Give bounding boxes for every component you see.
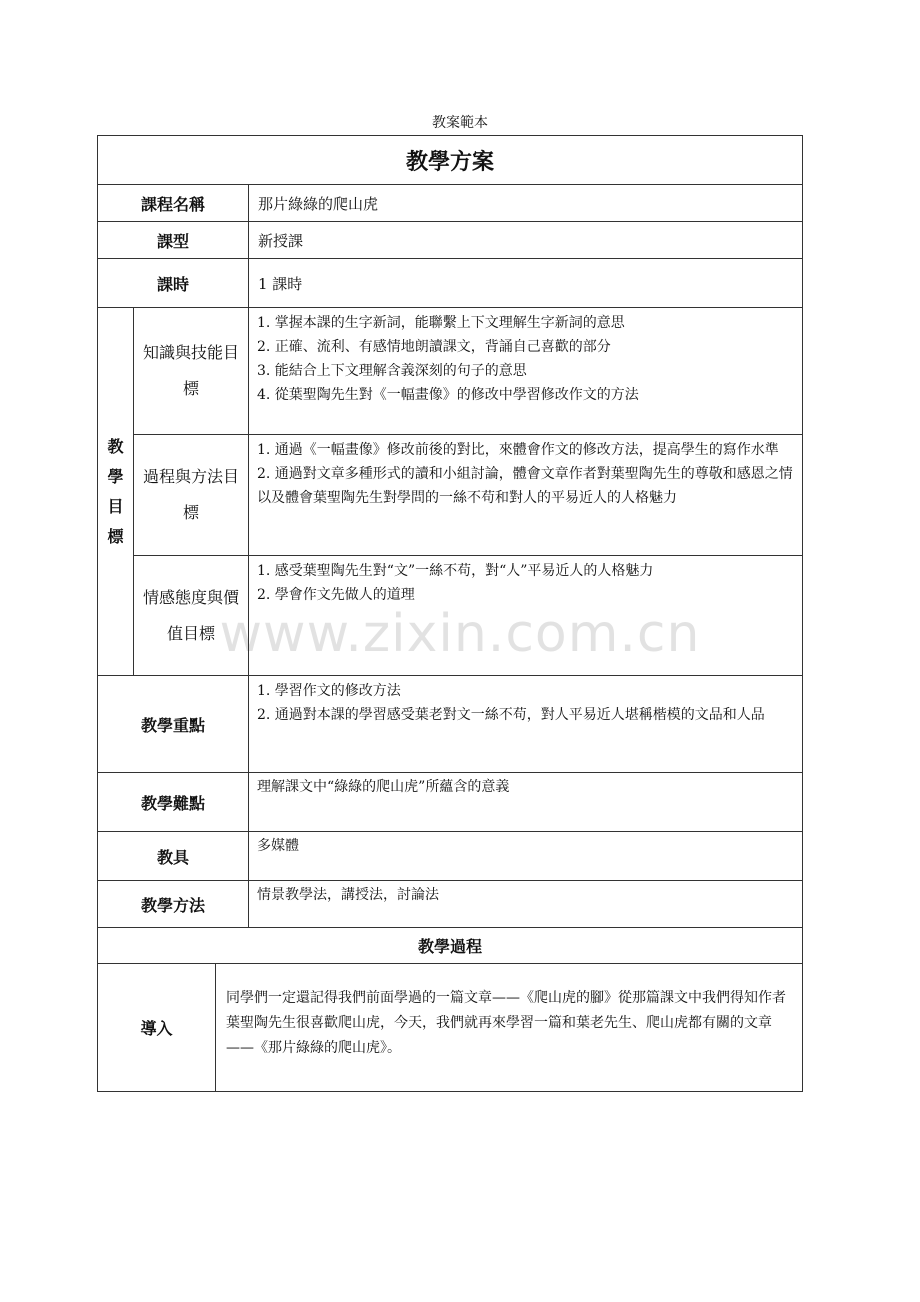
plan-title: 教學方案 bbox=[98, 136, 803, 185]
class-hours-value: 1 課時 bbox=[249, 259, 803, 308]
difficulty-value: 理解課文中“綠綠的爬山虎”所蘊含的意義 bbox=[249, 773, 803, 832]
process-title: 教學過程 bbox=[98, 928, 803, 964]
objective-process-items bbox=[249, 435, 803, 556]
list-item: 4. 從葉聖陶先生對《一幅畫像》的修改中學習修改作文的方法 bbox=[257, 387, 639, 403]
list-item: 2. 通過對本課的學習感受葉老對文一絲不苟，對人平易近人堪稱楷模的文品和人品 bbox=[257, 707, 765, 723]
objective-process-label: 過程與方法目標 bbox=[134, 435, 249, 556]
key-points-items bbox=[249, 676, 803, 773]
course-type-label: 課型 bbox=[98, 222, 249, 259]
objective-knowledge-label: 知識與技能目標 bbox=[134, 308, 249, 435]
tools-label: 教具 bbox=[98, 832, 249, 881]
objective-emotion-label: 情感態度與價值目標 bbox=[134, 556, 249, 676]
list-item: 1. 學習作文的修改方法 bbox=[257, 683, 401, 699]
course-name-value: 那片綠綠的爬山虎 bbox=[249, 185, 803, 222]
intro-text: 同學們一定還記得我們前面學過的一篇文章——《爬山虎的腳》從那篇課文中我們得知作者葉聖陶先生很喜歡爬山虎，今天，我們就再來學習一篇和葉老先生、爬山虎都有關的文章——《那片綠綠的爬山虎》。 bbox=[216, 964, 803, 1092]
intro-label: 導入 bbox=[98, 964, 216, 1092]
lesson-plan-table bbox=[97, 135, 803, 1092]
list-item: 3. 能結合上下文理解含義深刻的句子的意思 bbox=[257, 363, 527, 379]
key-points-label: 教學重點 bbox=[98, 676, 249, 773]
methods-label: 教學方法 bbox=[98, 881, 249, 928]
course-type-value: 新授課 bbox=[249, 222, 803, 259]
list-item: 2. 正確、流利、有感情地朗讀課文，背誦自己喜歡的部分 bbox=[257, 339, 611, 355]
class-hours-label: 課時 bbox=[98, 259, 249, 308]
page-header: 教案範本 bbox=[432, 115, 488, 131]
list-item: 1. 感受葉聖陶先生對“文”一絲不苟，對“人”平易近人的人格魅力 bbox=[257, 563, 654, 579]
watermark: www.zixin.com.cn bbox=[219, 604, 701, 664]
objectives-label: 教學目標 bbox=[98, 308, 134, 676]
methods-value: 情景教學法，講授法，討論法 bbox=[249, 881, 803, 928]
list-item: 1. 通過《一幅畫像》修改前後的對比，來體會作文的修改方法，提高學生的寫作水準 bbox=[257, 442, 779, 458]
tools-value: 多媒體 bbox=[249, 832, 803, 881]
course-name-label: 課程名稱 bbox=[98, 185, 249, 222]
list-item: 1. 掌握本課的生字新詞，能聯繫上下文理解生字新詞的意思 bbox=[257, 315, 625, 331]
objective-emotion-items bbox=[249, 556, 803, 676]
objective-knowledge-items bbox=[249, 308, 803, 435]
list-item: 2. 通過對文章多種形式的讀和小組討論，體會文章作者對葉聖陶先生的尊敬和感恩之情以及體會葉聖陶先生對學問的一絲不苟和對人的平易近人的人格魅力 bbox=[257, 466, 793, 506]
list-item: 2. 學會作文先做人的道理 bbox=[257, 587, 415, 603]
difficulty-label: 教學難點 bbox=[98, 773, 249, 832]
